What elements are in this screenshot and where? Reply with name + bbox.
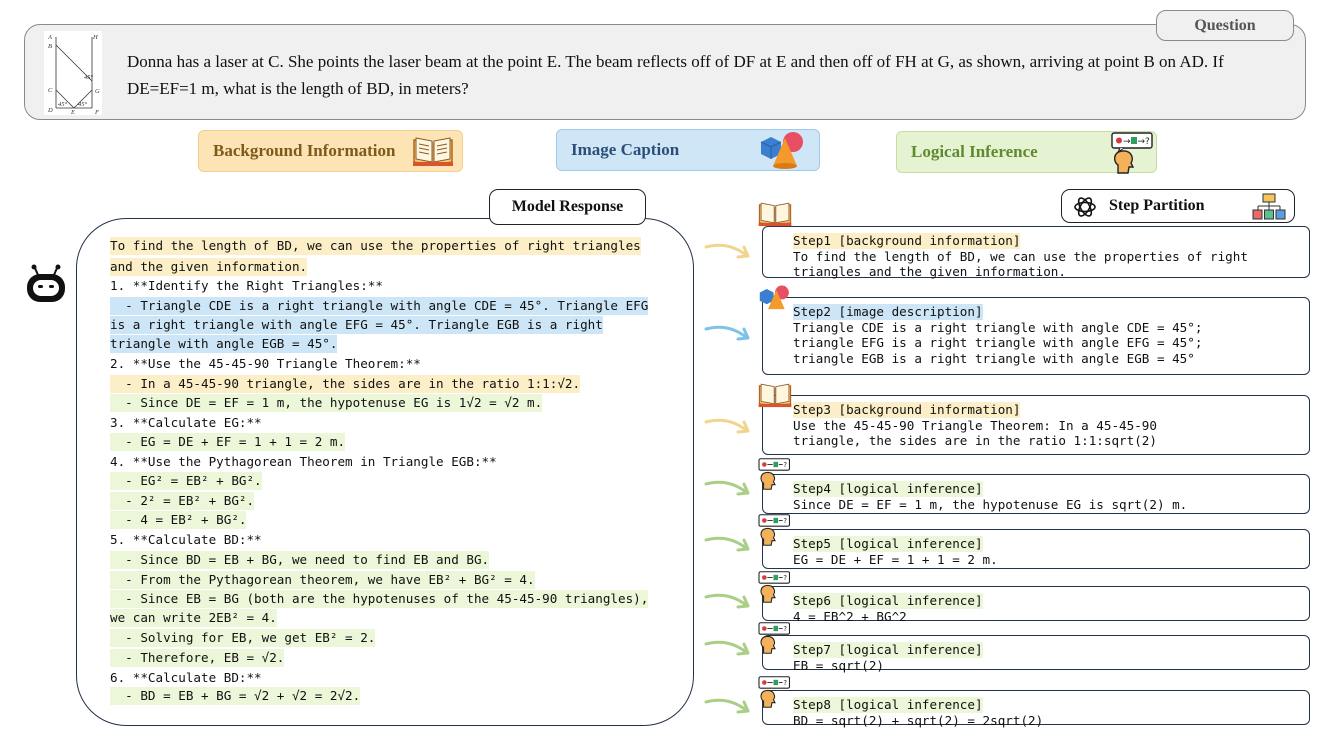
thinking-head-icon	[757, 514, 793, 546]
figure-label: G	[95, 88, 100, 95]
step-content	[793, 304, 1202, 366]
flow-arrow	[704, 241, 754, 265]
response-line: - Since DE = EF = 1 m, the hypotenuse EG is 1√2 = √2 m.	[110, 395, 543, 410]
step-title: Step1 [background information]	[793, 233, 1021, 248]
background-information-legend	[198, 130, 463, 172]
robot-icon	[24, 262, 68, 306]
step-title: Step8 [logical inference]	[793, 697, 983, 712]
figure-label: F	[95, 109, 99, 115]
geometry-figure	[44, 31, 102, 115]
response-line: - 4 = EB² + BG².	[110, 512, 247, 527]
flow-arrow	[704, 534, 754, 558]
question-text: Donna has a laser at C. She points the laser beam at the point E. The beam reflects off of DF at E and then off of FH at G, as shown, arriving at point B on AD. If DE=EF=1 m, what is the length of BD, in meters?	[127, 52, 1224, 98]
step-body: BD = sqrt(2) + sqrt(2) = 2sqrt(2)	[793, 712, 1044, 728]
thinking-head-icon	[757, 622, 793, 654]
svg-text:→?: →?	[1137, 137, 1150, 147]
flow-arrow	[704, 323, 754, 347]
book-icon	[757, 380, 793, 408]
image-caption-label: Image Caption	[571, 140, 680, 159]
response-line: 3. **Calculate EG:**	[110, 415, 262, 430]
hierarchy-icon	[1252, 193, 1286, 221]
question-tab-label: Question	[1156, 10, 1294, 41]
response-line: 6. **Calculate BD:**	[110, 670, 262, 685]
svg-text:?: ?	[783, 625, 788, 634]
response-line: 1. **Identify the Right Triangles:**	[110, 278, 383, 293]
shapes-icon	[757, 283, 793, 313]
step-box-1	[762, 226, 1310, 278]
step-body: To find the length of BD, we can use the properties of right triangles and the given information.	[793, 248, 1248, 279]
step-body: Use the 45-45-90 Triangle Theorem: In a 45-45-90 triangle, the sides are in the ratio 1:1:sqrt(2)	[793, 417, 1157, 448]
arrow-shaft	[706, 245, 746, 255]
arrow-shaft	[706, 642, 746, 652]
response-line: - From the Pythagorean theorem, we have EB² + BG² = 4.	[110, 572, 535, 587]
step-body: EG = DE + EF = 1 + 1 = 2 m.	[793, 551, 998, 567]
figure-label: E	[71, 109, 75, 115]
svg-text:→: →	[1123, 137, 1131, 147]
arrow-shaft	[706, 700, 746, 710]
response-line: 2. **Use the 45-45-90 Triangle Theorem:**	[110, 356, 421, 371]
arrow-shaft	[706, 595, 746, 605]
thinking-head-icon	[757, 571, 793, 603]
response-line: To find the length of BD, we can use the properties of right triangles	[110, 238, 641, 253]
step-content	[793, 481, 1187, 512]
response-line: - BD = EB + BG = √2 + √2 = 2√2.	[110, 688, 361, 703]
model-response-tab-label: Model Response	[489, 189, 646, 225]
svg-text:?: ?	[783, 517, 788, 526]
figure-label: 45°	[84, 74, 94, 81]
response-line: 4. **Use the Pythagorean Theorem in Triangle EGB:**	[110, 454, 497, 469]
image-caption-legend	[556, 129, 820, 171]
figure-label: 45°	[58, 101, 68, 108]
response-line: - EG = DE + EF = 1 + 1 = 2 m.	[110, 434, 346, 449]
step-box-4	[762, 474, 1310, 514]
step-box-2	[762, 297, 1310, 375]
step-box-6	[762, 586, 1310, 624]
figure-label: 45°	[78, 101, 88, 108]
step-title: Step7 [logical inference]	[793, 642, 983, 657]
response-line: - Solving for EB, we get EB² = 2.	[110, 630, 376, 645]
step-box-5	[762, 529, 1310, 569]
step-body: 4 = EB^2 + BG^2	[793, 608, 907, 624]
response-line: is a right triangle with angle EFG = 45°. Triangle EGB is a right	[110, 317, 603, 332]
figure-label: A	[48, 34, 52, 41]
book-icon	[757, 199, 793, 227]
step-title: Step4 [logical inference]	[793, 481, 983, 496]
svg-text:?: ?	[783, 679, 788, 688]
response-line: - In a 45-45-90 triangle, the sides are in the ratio 1:1:√2.	[110, 376, 581, 391]
figure-label: D	[48, 107, 53, 114]
step-box-8	[762, 690, 1310, 728]
response-line: 5. **Calculate BD:**	[110, 532, 262, 547]
figure-label: B	[48, 43, 52, 50]
flow-arrow	[704, 416, 754, 440]
step-box-7	[762, 635, 1310, 673]
step-body: Since DE = EF = 1 m, the hypotenuse EG is sqrt(2) m.	[793, 496, 1188, 512]
response-line: - Since BD = EB + BG, we need to find EB and BG.	[110, 552, 490, 567]
step-title: Step2 [image description]	[793, 304, 983, 319]
response-line: - Therefore, EB = √2.	[110, 650, 285, 665]
figure-label: H	[93, 34, 98, 41]
step-box-3	[762, 395, 1310, 455]
response-line: - Triangle CDE is a right triangle with angle CDE = 45°. Triangle EFG	[110, 298, 649, 313]
flow-arrow	[704, 638, 754, 662]
step-body: EB = sqrt(2)	[793, 657, 884, 673]
step-content	[793, 536, 998, 567]
arrow-shaft	[706, 482, 746, 492]
book-icon	[411, 133, 455, 167]
step-content	[793, 233, 1248, 280]
response-line: - EG² = EB² + BG².	[110, 473, 262, 488]
arrow-shaft	[706, 420, 746, 430]
background-information-label: Background Information	[213, 141, 396, 160]
flow-arrow	[704, 696, 754, 720]
arrow-shaft	[706, 538, 746, 548]
step-partition-tab	[1061, 189, 1295, 223]
response-line: - Since EB = BG (both are the hypotenuses of the 45-45-90 triangles),	[110, 591, 649, 606]
logical-inference-label: Logical Inference	[911, 142, 1038, 161]
figure-label: C	[48, 87, 53, 94]
step-title: Step6 [logical inference]	[793, 593, 983, 608]
step-content	[793, 593, 983, 624]
shapes-icon	[757, 130, 809, 170]
thinking-head-icon	[757, 458, 793, 490]
step-title: Step3 [background information]	[793, 402, 1021, 417]
step-content	[793, 402, 1157, 449]
thinking-head-icon	[757, 676, 793, 708]
response-line: triangle with angle EGB = 45°.	[110, 336, 338, 351]
response-line: and the given information.	[110, 259, 308, 274]
response-line: we can write 2EB² = 4.	[110, 610, 277, 625]
svg-text:?: ?	[783, 574, 788, 583]
step-title: Step5 [logical inference]	[793, 536, 983, 551]
openai-icon	[1072, 194, 1098, 220]
svg-text:?: ?	[783, 461, 788, 470]
step-partition-label: Step Partition	[1109, 197, 1205, 214]
arrow-shaft	[706, 327, 746, 337]
flow-arrow	[704, 591, 754, 615]
step-content	[793, 697, 1043, 728]
step-body: Triangle CDE is a right triangle with angle CDE = 45°; triangle EFG is a right triangle with angle EFG = 45°; triangle EGB is a right triangle with angle EGB = 45°	[793, 319, 1203, 366]
thinking-head-icon	[1110, 132, 1156, 174]
response-line: - 2² = EB² + BG².	[110, 493, 255, 508]
step-content	[793, 642, 983, 673]
flow-arrow	[704, 478, 754, 502]
